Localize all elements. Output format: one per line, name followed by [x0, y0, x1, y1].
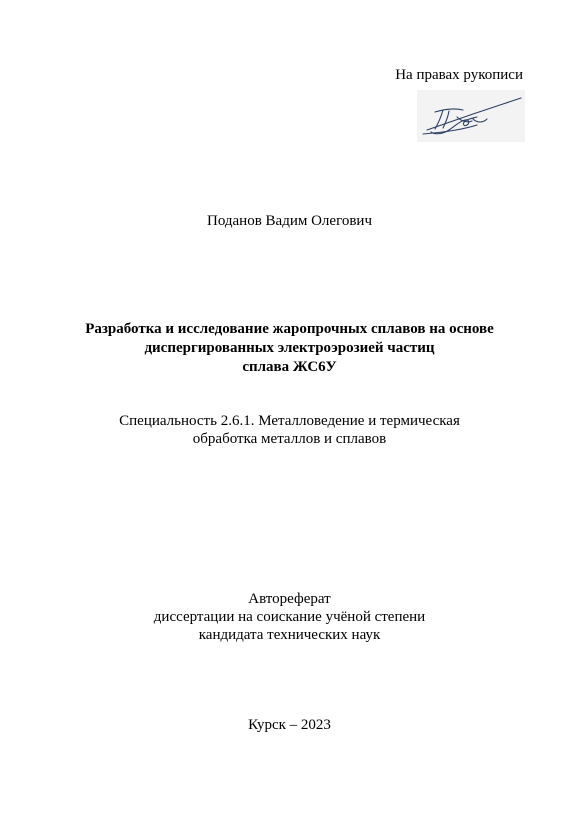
specialty	[0, 412, 579, 448]
abstract-description	[0, 590, 579, 644]
city-year: Курск – 2023	[248, 717, 331, 733]
abstract-line: диссертации на соискание учёной степени	[153, 609, 426, 625]
dissertation-title	[0, 320, 579, 377]
specialty-line: обработка металлов и сплавов	[192, 431, 387, 447]
author-name: Поданов Вадим Олегович	[206, 213, 373, 229]
rights-notice: На правах рукописи	[395, 67, 523, 83]
title-line: сплава ЖС6У	[242, 359, 337, 375]
handwritten-signature	[417, 90, 525, 142]
abstract-line: кандидата технических наук	[198, 627, 381, 643]
abstract-line: Автореферат	[248, 591, 331, 607]
title-line: Разработка и исследование жаропрочных сплавов на основе	[85, 321, 494, 337]
title-line: диспергированных электроэрозией частиц	[144, 340, 435, 356]
specialty-line: Специальность 2.6.1. Металловедение и термическая	[119, 413, 460, 429]
